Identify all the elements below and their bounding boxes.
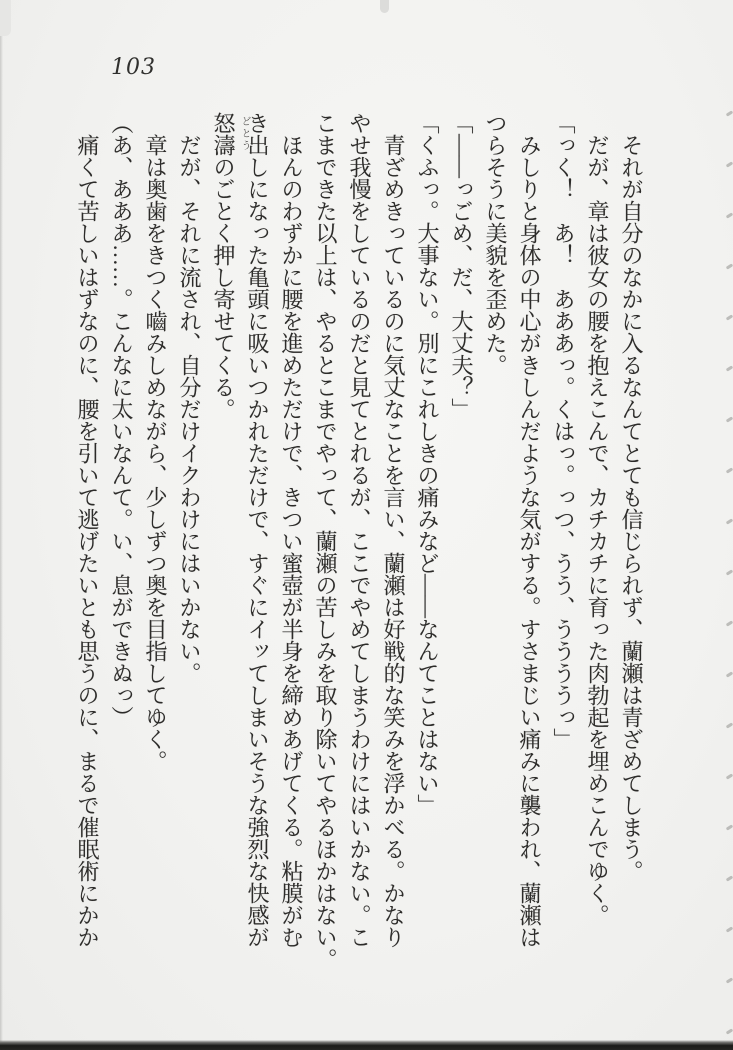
text-column: 痛くて苦しいはずなのに、腰を引いて逃げたいとも思うのに、まるで催眠術にかか: [75, 134, 100, 948]
page-edge-tick: [726, 824, 733, 830]
text-column: き出しになった亀頭に吸いつかれただけで、すぐにイッてしまいそうな強烈な快感が: [245, 112, 270, 948]
page-edge-tick: [726, 314, 733, 320]
page-edge-tick: [726, 569, 733, 575]
text-column: だが、それに流され、自分だけイクわけにはいかない。: [177, 134, 202, 684]
text-column: それが自分のなかに入るなんてとても信じられず、蘭瀬は青ざめてしまう。: [619, 134, 644, 882]
text-column: 「――っごめ、だ、大丈夫？」: [449, 112, 474, 420]
page-edge-tick: [726, 671, 733, 677]
text-column: 怒濤 どとう のごとく押し寄せてくる。: [211, 112, 250, 420]
text-column: ほんのわずかに腰を進めただけで、きつい蜜壺が半身を締めあげてくる。粘膜がむ: [279, 134, 304, 948]
text-column: 章は奥歯をきつく嚙みしめながら、少しずつ奥を目指してゆく。: [143, 134, 168, 772]
page-edge-tick: [726, 773, 733, 779]
page-edge-tick: [726, 263, 733, 269]
furigana-ruby: 怒濤 どとう: [211, 112, 250, 156]
text-column: 青ざめきっているのに気丈なことを言い、蘭瀬は好戦的な笑みを浮かべる。かなり: [381, 134, 406, 948]
text-column: だが、章は彼女の腰を抱えこんで、カチカチに育った肉勃起を埋めこんでゆく。: [585, 134, 610, 926]
page-edge-tick: [726, 926, 733, 932]
scan-left-edge: [0, 0, 3, 1050]
scan-top-smudge: [380, 0, 389, 13]
text-column: 「くふっ。大事ない。別にこれしきの痛みなど――なんてことはない」: [415, 112, 440, 816]
page-edge-tick: [726, 722, 733, 728]
page-edge-tick: [726, 620, 733, 626]
page-edge-tick: [726, 1028, 733, 1034]
text-column: やせ我慢をしているのだと見てとれるが、ここでやめてしまうわけにはいかない。こ: [347, 112, 372, 948]
page-edge-tick: [726, 416, 733, 422]
page-edge-tick: [726, 518, 733, 524]
text-column: 「っく！ あ！ あああっ。くはっ。っつ、うう、ううううっ」: [551, 112, 576, 750]
scan-bottom-edge: [0, 1040, 733, 1050]
text-column: こまできた以上は、やるとこまでやって、蘭瀬の苦しみを取り除いてやるほかはない。: [313, 112, 338, 970]
page-edge-tick: [726, 977, 733, 983]
text-column: （あ、あああ……。こんなに太いなんて。い、息ができぬっ）: [109, 112, 134, 728]
page-text: [70, 112, 648, 970]
page-number: 103: [111, 55, 156, 80]
page-edge-tick: [726, 110, 733, 116]
scan-corner-smudge: [0, 0, 11, 36]
text-column: みしりと身体の中心がきしんだような気がする。すさまじい痛みに襲われ、蘭瀬は: [517, 134, 542, 948]
page-edge-tick: [726, 467, 733, 473]
page-edge-tick: [726, 161, 733, 167]
text-column: つらそうに美貌を歪めた。: [483, 112, 508, 376]
page-edge-tick: [726, 212, 733, 218]
page-edge-tick: [726, 365, 733, 371]
page-edge-tick: [726, 875, 733, 881]
